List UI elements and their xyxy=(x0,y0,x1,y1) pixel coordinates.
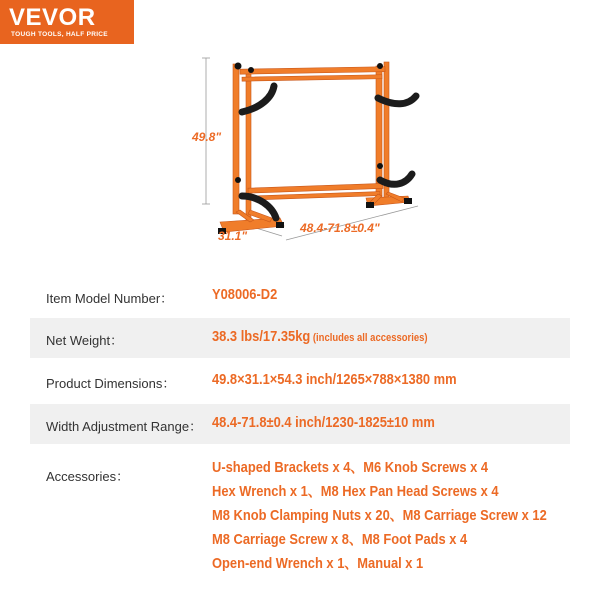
spec-row-dimensions xyxy=(30,361,570,401)
accessories-list xyxy=(212,456,600,576)
accessory-line: M8 Knob Clamping Nuts x 20、M8 Carriage Screw x 12 xyxy=(212,507,547,524)
accessories-label: Accessories： xyxy=(46,469,130,484)
accessory-line: Hex Wrench x 1、M8 Hex Pan Head Screws x 4 xyxy=(212,483,499,500)
brand-tagline: TOUGH TOOLS, HALF PRICE xyxy=(11,31,108,38)
spec-label: Width Adjustment Range： xyxy=(46,419,203,434)
spec-value: Y08006-D2 xyxy=(212,286,278,303)
spec-value: 49.8×31.1×54.3 inch/1265×788×1380 mm xyxy=(212,371,457,388)
spec-label: Product Dimensions： xyxy=(46,376,176,391)
accessory-line: Open-end Wrench x 1、Manual x 1 xyxy=(212,555,424,572)
accessory-line: M8 Carriage Screw x 8、M8 Foot Pads x 4 xyxy=(212,531,468,548)
spec-note: (includes all accessories) xyxy=(310,332,428,344)
spec-value: 38.3 lbs/17.35kg (includes all accessories) xyxy=(212,328,428,345)
spec-label: Net Weight： xyxy=(46,333,124,348)
depth-dimension-label: 31.1" xyxy=(218,229,248,243)
spec-label: Item Model Number： xyxy=(46,291,174,306)
height-dimension-label: 49.8" xyxy=(192,130,222,144)
spec-value: 48.4-71.8±0.4 inch/1230-1825±10 mm xyxy=(212,414,435,431)
spec-row-weight xyxy=(30,318,570,358)
accessory-line: U-shaped Brackets x 4、M6 Knob Screws x 4 xyxy=(212,459,489,476)
width-dimension-label: 48.4-71.8±0.4" xyxy=(300,221,380,235)
spec-row-model xyxy=(30,276,570,316)
brand-name: VEVOR xyxy=(9,4,96,31)
spec-row-width-range xyxy=(30,404,570,444)
brand-logo xyxy=(0,0,134,44)
